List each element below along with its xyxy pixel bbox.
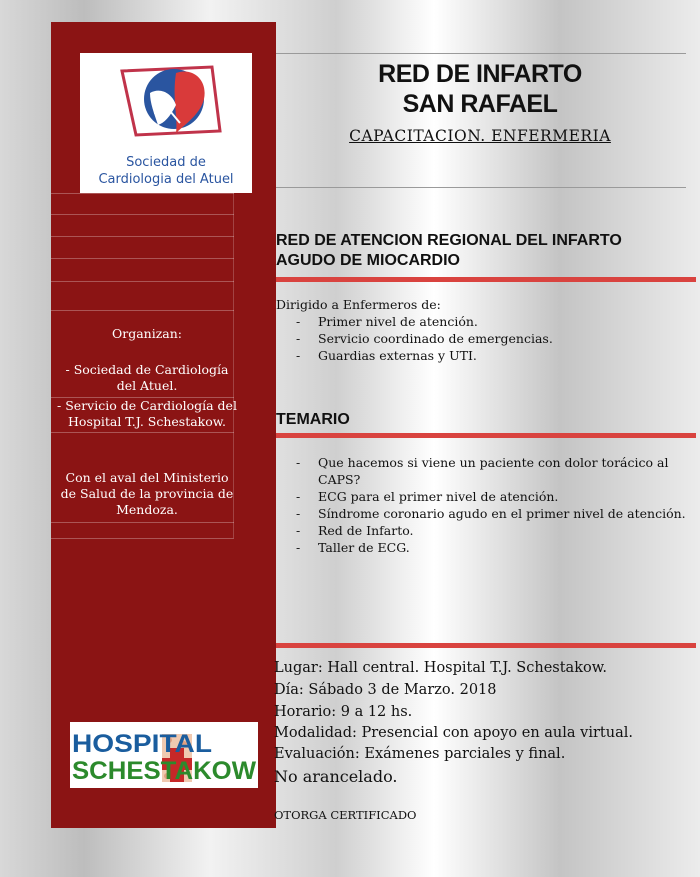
- list-item: - Que hacemos si viene un paciente con dolor torácico al CAPS?: [296, 454, 686, 488]
- lugar-text: Lugar: Hall central. Hospital T.J. Schestakow.: [274, 660, 608, 676]
- aval-text: Con el aval del Ministerio de Salud de la provincia de Mendoza.: [60, 470, 234, 517]
- subtitle: CAPACITACION. ENFERMERIA: [349, 127, 611, 145]
- list-item: - ECG para el primer nivel de atención.: [296, 488, 686, 505]
- header-rule-top: [276, 53, 686, 54]
- sidebar-divider: [51, 522, 234, 523]
- sidebar-divider: [51, 432, 234, 433]
- sidebar-divider: [51, 214, 234, 215]
- logo-text-line1: Sociedad de: [126, 155, 206, 170]
- heart-logo-icon: [80, 53, 252, 153]
- header-rule-bottom: [276, 187, 686, 188]
- sidebar-divider: [51, 281, 234, 282]
- horario-text: Horario: 9 a 12 hs.: [274, 704, 413, 720]
- sidebar-divider: [51, 193, 234, 194]
- title-line1: RED DE INFARTO: [378, 60, 582, 88]
- title-line2: SAN RAFAEL: [402, 90, 558, 118]
- sidebar-divider: [51, 538, 234, 539]
- audience-list: [296, 313, 676, 364]
- sidebar-divider: [51, 236, 234, 237]
- section-intro: Dirigido a Enfermeros de:: [276, 297, 441, 312]
- temario-accent-bar: [276, 433, 696, 438]
- society-logo: [80, 53, 252, 193]
- temario-list: [296, 454, 686, 556]
- list-item: - Servicio coordinado de emergencias.: [296, 330, 676, 347]
- modalidad-text: Modalidad: Presencial con apoyo en aula virtual.: [274, 725, 633, 741]
- dia-text: Día: Sábado 3 de Marzo. 2018: [274, 682, 497, 698]
- certificado-text: OTORGA CERTIFICADO: [274, 808, 417, 822]
- logo-text-line2: Cardiologia del Atuel: [98, 172, 234, 187]
- sidebar-divider: [51, 310, 234, 311]
- organizer-1: - Sociedad de Cardiología del Atuel.: [65, 362, 229, 393]
- list-item: - Primer nivel de atención.: [296, 313, 676, 330]
- section-accent-bar: [276, 277, 696, 282]
- temario-heading: TEMARIO: [276, 411, 350, 428]
- section-heading: RED DE ATENCION REGIONAL DEL INFARTO AGUDO DE MIOCARDIO: [276, 232, 622, 269]
- hospital-logo-line1: HOSPITAL: [72, 730, 212, 758]
- list-item: - Síndrome coronario agudo en el primer nivel de atención.: [296, 505, 686, 522]
- sidebar-divider: [51, 258, 234, 259]
- arancel-text: No arancelado.: [274, 767, 398, 786]
- list-item: - Taller de ECG.: [296, 539, 686, 556]
- hospital-logo: [70, 722, 258, 788]
- hospital-logo-art: [70, 722, 258, 788]
- list-item: - Guardias externas y UTI.: [296, 347, 676, 364]
- list-item: - Red de Infarto.: [296, 522, 686, 539]
- organizan-label: Organizan:: [111, 326, 183, 341]
- evaluacion-text: Evaluación: Exámenes parciales y final.: [274, 746, 566, 762]
- organizer-2: - Servicio de Cardiología del Hospital T.J. Schestakow.: [57, 398, 237, 429]
- hospital-logo-line2: SCHESTAKOW: [72, 757, 257, 785]
- details-accent-bar: [276, 643, 696, 648]
